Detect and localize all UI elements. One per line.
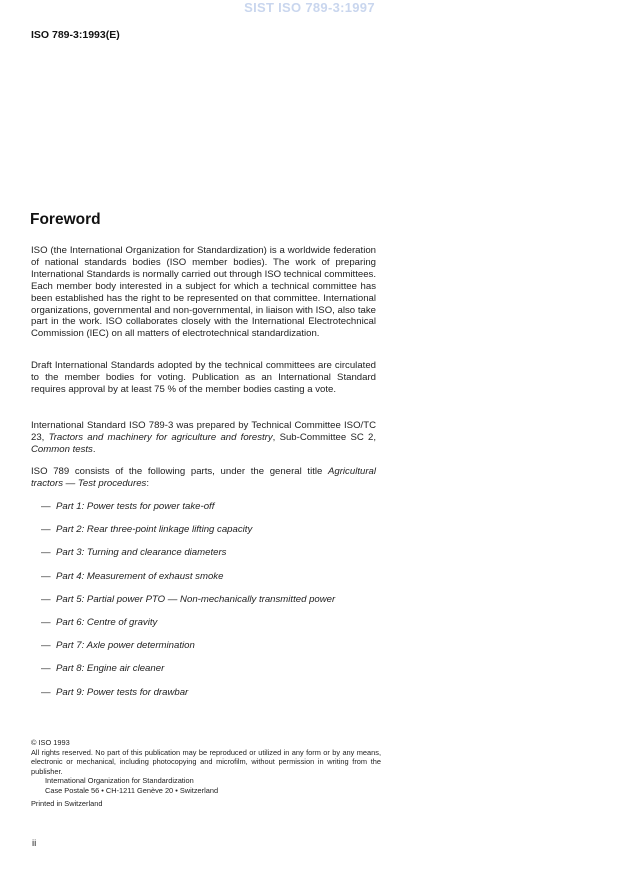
committee-title: Tractors and machinery for agriculture and forestry: [48, 431, 273, 443]
parts-intro-end: :: [146, 477, 150, 489]
prepared-by-text: International Standard ISO 789-3 was prepared by Technical Committee ISO/TC 23,: [31, 420, 376, 443]
list-item: [41, 687, 335, 710]
general-title: Agricultural tractors — Test procedures: [31, 466, 376, 489]
part-title: Part 3: Turning and clearance diameters: [56, 547, 227, 559]
part-title: Part 2: Rear three-point linkage lifting capacity: [56, 524, 253, 536]
list-dash: —: [41, 524, 51, 536]
part-title: Part 9: Power tests for drawbar: [56, 686, 189, 698]
list-item: [41, 524, 335, 547]
list-item: [41, 617, 335, 640]
copyright-line: © ISO 1993: [31, 738, 70, 747]
part-title: Part 8: Engine air cleaner: [56, 663, 165, 675]
part-title: Part 1: Power tests for power take-off: [56, 501, 215, 512]
list-dash: —: [41, 616, 51, 628]
parts-intro-text: ISO 789 consists of the following parts, under the general title: [31, 466, 328, 477]
copyright-block: [31, 738, 381, 808]
page-number: ii: [32, 838, 37, 849]
list-item: [41, 640, 335, 663]
list-item: [41, 594, 335, 617]
subcommittee-title: Common tests: [31, 443, 93, 455]
paragraph-draft-standards: Draft International Standards adopted by the technical committees are circulated to the member bodies for voting. Publication as an International Standard requires approval by at least 75 % of the member bodies casting a vote.: [31, 360, 376, 395]
watermark: SIST ISO 789-3:1997: [244, 0, 375, 15]
list-item: [41, 547, 335, 570]
page-title: Foreword: [30, 211, 101, 228]
organization-name: International Organization for Standardization: [45, 776, 194, 786]
list-item: [41, 571, 335, 594]
list-dash: —: [41, 640, 51, 652]
list-dash: —: [41, 686, 51, 698]
printed-in: Printed in Switzerland: [31, 798, 103, 808]
organization-address: Case Postale 56 • CH-1211 Genève 20 • Switzerland: [45, 785, 219, 795]
subcommittee-text: , Sub-Committee SC 2,: [272, 431, 376, 443]
part-title: Part 6: Centre of gravity: [56, 616, 158, 628]
paragraph-iso-intro: ISO (the International Organization for Standardization) is a worldwide federation of national standards bodies (ISO member bodies). The work of preparing International Standards is normally carried out through ISO technical committees. Each member body interested in a subject for which a technical committee has been established has the right to be represented on that committee. International organizations, governmental and non-governmental, in liaison with ISO, also take part in the work. ISO collaborates closely with the International Electrotechnical Commission (IEC) on all matters of electrotechnical standardization.: [31, 245, 377, 340]
paragraph-parts-intro: [31, 466, 376, 490]
list-item: [41, 501, 335, 524]
list-dash: —: [41, 501, 51, 512]
rights-statement: All rights reserved. No part of this publication may be reproduced or utilized in any form or by any means, electronic or mechanical, including photocopying and microfilm, without permission in writing from the publisher.: [31, 747, 381, 776]
document-id: ISO 789-3:1993(E): [31, 29, 120, 41]
part-title: Part 7: Axle power determination: [56, 640, 195, 652]
list-dash: —: [41, 593, 51, 605]
list-item: [41, 663, 335, 686]
list-dash: —: [41, 663, 51, 675]
prepared-by-end: .: [92, 443, 96, 455]
list-dash: —: [41, 570, 51, 582]
part-title: Part 5: Partial power PTO — Non-mechanically transmitted power: [56, 593, 336, 605]
paragraph-prepared-by: [31, 420, 376, 456]
part-title: Part 4: Measurement of exhaust smoke: [56, 570, 224, 582]
list-dash: —: [41, 547, 51, 559]
parts-list: [41, 501, 335, 710]
